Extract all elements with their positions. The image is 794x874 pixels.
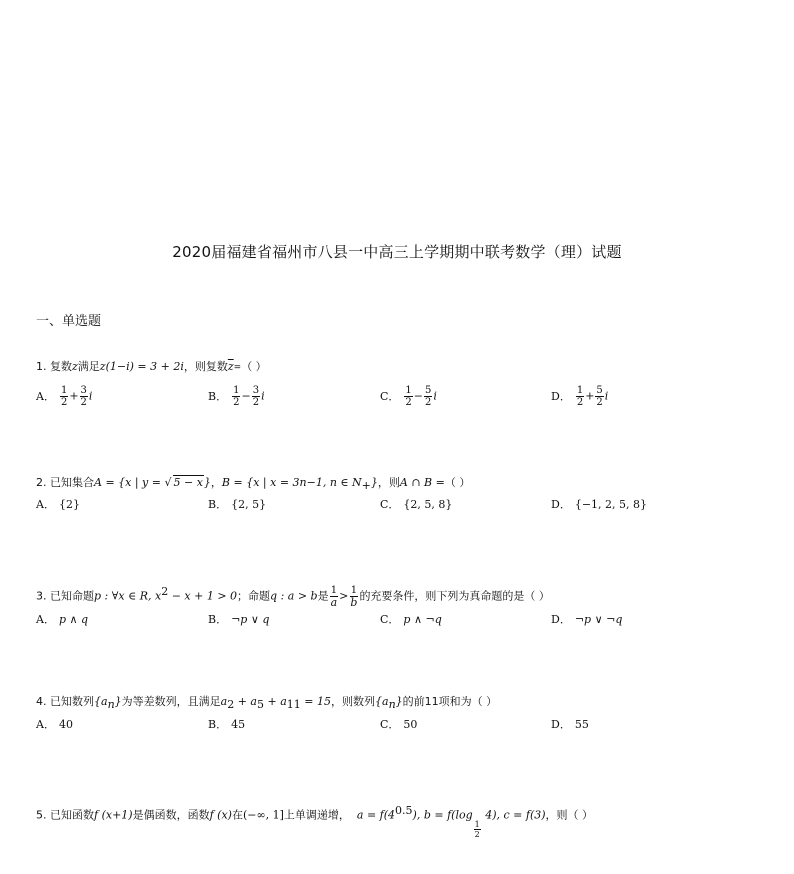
q1-option-c[interactable]: C． $\frac{1}{2}$ − $\frac{5}{2}$ i [380,385,437,408]
q1-option-d[interactable]: D． $\frac{1}{2}$ + $\frac{5}{2}$ i [551,385,609,408]
q2-option-c[interactable]: C． {2, 5, 8} [380,498,453,511]
section-heading: 一、单选题 [36,314,102,329]
question-5-stem: 5. 已知函数f (x+1)是偶函数，函数f (x)在(−∞, 1]上单调递增， $a = f(4^{0.5})$, b = f(log $\frac{1}{2}$ 4), c = f(3)，则（ ） [36,804,594,839]
q4-option-b[interactable]: B． 45 [208,718,246,731]
q2-option-a[interactable]: A． {2} [36,498,80,511]
question-number: 5. [36,808,47,822]
q2-option-b[interactable]: B． {2, 5} [208,498,267,511]
q1-option-a[interactable]: A． $\frac{1}{2}$ + $\frac{3}{2}$ i [36,385,93,408]
question-number: 4. [36,695,47,708]
q3-option-d[interactable]: D． ¬p ∨ ¬q [551,613,623,626]
q4-option-a[interactable]: A． 40 [36,718,73,731]
q3-option-c[interactable]: C． p ∧ ¬q [380,613,442,626]
q4-option-d[interactable]: D． 55 [551,718,589,731]
q3-option-b[interactable]: B． ¬p ∨ q [208,613,270,626]
question-number: 3. [36,589,47,603]
q2-option-d[interactable]: D． {−1, 2, 5, 8} [551,498,648,511]
q1-option-b[interactable]: B． $\frac{1}{2}$ − $\frac{3}{2}$ i [208,385,265,408]
q4-option-c[interactable]: C． 50 [380,718,418,731]
q3-option-a[interactable]: A． p ∧ q [36,613,89,626]
question-number: 2. [36,476,47,489]
page-title: 2020届福建省福州市八县一中高三上学期期中联考数学（理）试题 [172,243,622,261]
question-1-stem: 1. 复数z满足z(1−i) = 3 + 2i，则复数$\overline{z}=$（ ） [36,360,267,373]
question-number: 1. [36,360,47,373]
question-3-stem: 3. 已知命题p : ∀x ∈ R, $x^2 - x + 1 > 0$；命题q : a > b是 $\frac{1}{a}$ > $\frac{1}{b}$ 的充要条件，则下列为真命题的是（ ） [36,585,550,610]
question-4-stem: 4. 已知数列$\{a_n\}$为等差数列，且满足$a_2 + a_5 + a_{11} = 15$，则数列$\{a_n\}$的前11项和为（ ） [36,695,498,712]
equation: z(1−i) = 3 + 2i [99,360,184,373]
question-2-stem: 2. 已知集合A = {x | y = √ 5 − x}，B = {x | x = 3n−1, n ∈ $N_+$}，则A ∩ B =（ ） [36,476,471,493]
